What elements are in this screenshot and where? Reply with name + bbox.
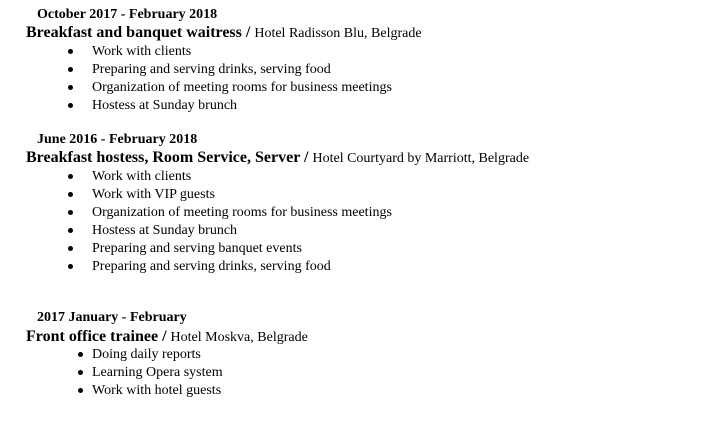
list-item: Preparing and serving drinks, serving food	[92, 62, 331, 77]
list-item: Preparing and serving drinks, serving food	[92, 259, 331, 274]
list-item: Work with hotel guests	[92, 383, 222, 398]
list-item: Organization of meeting rooms for business meetings	[92, 205, 392, 220]
list-item: Doing daily reports	[92, 347, 201, 362]
bullet-icon	[68, 174, 73, 179]
bullet-icon	[68, 49, 73, 54]
job-organization: Hotel Moskva, Belgrade	[170, 330, 308, 345]
separator: /	[241, 24, 255, 41]
bullet-icon	[68, 192, 73, 197]
bullet-icon	[68, 264, 73, 269]
list-item: Work with clients	[92, 169, 192, 184]
bullet-icon	[68, 246, 73, 251]
job-dates: June 2016 - February 2018	[37, 132, 198, 147]
separator: /	[158, 328, 171, 345]
job-dates: October 2017 - February 2018	[37, 7, 218, 22]
bullet-icon	[68, 85, 73, 90]
job-title	[26, 149, 529, 168]
separator: /	[300, 149, 313, 166]
bullet-icon	[78, 370, 83, 375]
list-item: Work with clients	[92, 44, 192, 59]
list-item: Organization of meeting rooms for business meetings	[92, 80, 392, 95]
list-item: Preparing and serving banquet events	[92, 241, 302, 256]
list-item: Hostess at Sunday brunch	[92, 223, 238, 238]
bullet-icon	[68, 67, 73, 72]
list-item: Hostess at Sunday brunch	[92, 98, 238, 113]
bullet-icon	[68, 210, 73, 215]
bullet-icon	[78, 388, 83, 393]
job-title	[26, 328, 308, 347]
job-role: Front office trainee	[26, 328, 159, 345]
list-item: Work with VIP guests	[92, 187, 215, 202]
job-dates: 2017 January - February	[37, 310, 187, 325]
job-title	[26, 24, 422, 43]
bullet-icon	[68, 103, 73, 108]
job-role: Breakfast and banquet waitress	[26, 24, 242, 41]
job-role: Breakfast hostess, Room Service, Server	[26, 149, 301, 166]
list-item: Learning Opera system	[92, 365, 223, 380]
job-organization: Hotel Radisson Blu, Belgrade	[254, 26, 422, 41]
bullet-icon	[68, 228, 73, 233]
job-organization: Hotel Courtyard by Marriott, Belgrade	[312, 151, 530, 166]
bullet-icon	[78, 352, 83, 357]
